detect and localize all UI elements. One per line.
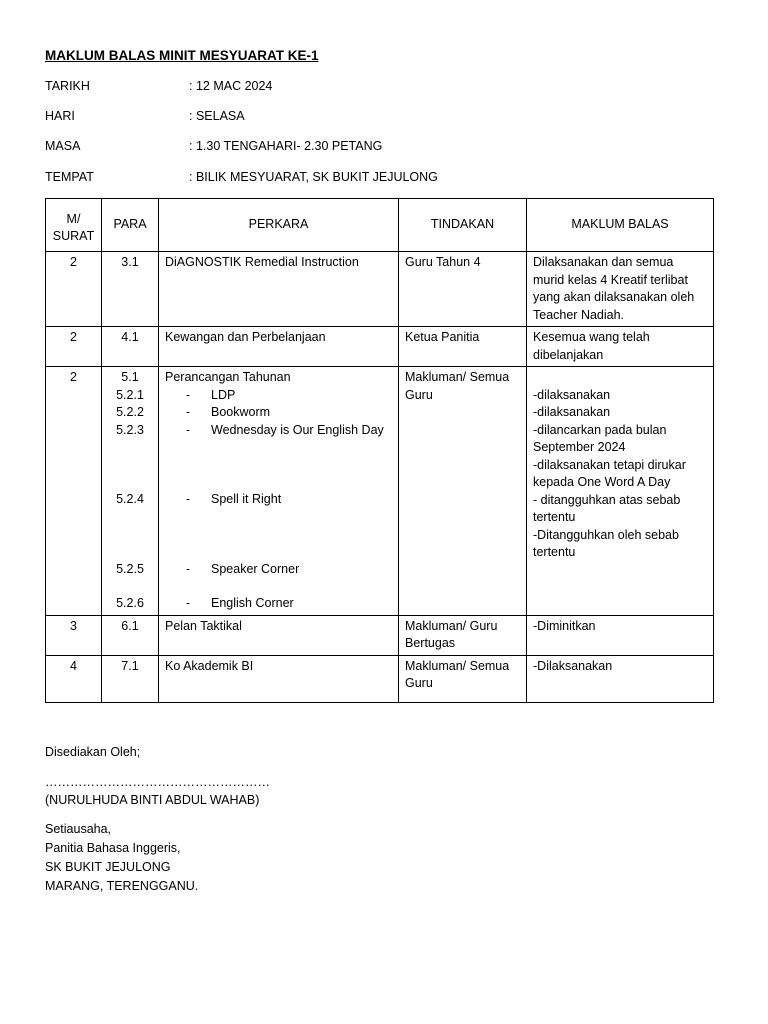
cell-tindakan: Guru Tahun 4 <box>399 252 527 327</box>
dash-bullet: - <box>185 596 191 610</box>
sub-item: - LDP <box>165 387 392 405</box>
cell-surat: 2 <box>46 252 102 327</box>
table-row <box>46 252 714 327</box>
table-row <box>46 367 714 616</box>
header-perkara: PERKARA <box>159 199 399 252</box>
header-tindakan: TINDAKAN <box>399 199 527 252</box>
sub-item: - Spell it Right <box>165 491 392 509</box>
cell-para: 6.1 <box>102 615 159 655</box>
table-header-row <box>46 199 714 252</box>
tempat-value: : BILIK MESYUARAT, SK BUKIT JEJULONG <box>189 170 438 184</box>
sub-para-number: 5.2.4 <box>116 492 144 506</box>
cell-maklum-balas: -Dilaksanakan <box>527 655 714 702</box>
sub-para-number: 5.2.1 <box>116 387 144 402</box>
cell-perkara: Ko Akademik BI <box>159 655 399 702</box>
sub-item: - English Corner <box>165 595 392 613</box>
cell-maklum-balas: Kesemua wang telah dibelanjakan <box>527 327 714 367</box>
tarikh-label: TARIKH <box>45 79 90 93</box>
cell-maklum-balas: -Diminitkan <box>527 615 714 655</box>
feedback-line: -dilaksanakan <box>533 405 611 419</box>
perkara-title: Perancangan Tahunan <box>165 370 291 384</box>
cell-perkara: Pelan Taktikal <box>159 615 399 655</box>
para-number: 5.1 <box>121 370 139 384</box>
cell-tindakan: Makluman/ Semua Guru <box>399 655 527 702</box>
feedback-line: -dilancarkan pada bulan September 2024 <box>533 422 667 454</box>
feedback-line: - ditangguhkan atas sebab tertentu <box>533 492 681 524</box>
cell-surat: 2 <box>46 367 102 616</box>
masa-value: : 1.30 TENGAHARI- 2.30 PETANG <box>189 139 383 153</box>
dash-bullet: - <box>185 492 191 506</box>
cell-para: 3.1 <box>102 252 159 327</box>
table-row <box>46 327 714 367</box>
preparer-name: (NURULHUDA BINTI ABDUL WAHAB) <box>45 793 260 807</box>
sub-para-number: 5.2.3 <box>116 422 144 437</box>
cell-surat: 2 <box>46 327 102 367</box>
tempat-label: TEMPAT <box>45 170 94 184</box>
cell-tindakan: Makluman/ Semua Guru <box>399 367 527 616</box>
preparer-position: Setiausaha, <box>45 822 112 836</box>
sub-para-number: 5.2.5 <box>116 561 144 576</box>
cell-maklum-balas: Dilaksanakan dan semua murid kelas 4 Kreatif terlibat yang akan dilaksanakan oleh Teacher Nadiah. <box>527 252 714 327</box>
header-surat: M/ SURAT <box>46 199 102 252</box>
cell-tindakan: Makluman/ Guru Bertugas <box>399 615 527 655</box>
feedback-line: -dilaksanakan tetapi dirukar kepada One Word A Day <box>533 457 686 489</box>
hari-label: HARI <box>45 109 75 123</box>
school-name: SK BUKIT JEJULONG <box>45 860 171 874</box>
feedback-line: -Ditangguhkan oleh sebab tertentu <box>533 527 679 559</box>
sub-item: - Speaker Corner <box>165 561 392 579</box>
sub-item: - Bookworm <box>165 404 392 422</box>
school-location: MARANG, TERENGGANU. <box>45 879 199 893</box>
feedback-line: -dilaksanakan <box>533 387 611 402</box>
cell-maklum-balas <box>527 367 714 616</box>
masa-label: MASA <box>45 139 81 153</box>
sub-item: - Wednesday is Our English Day <box>165 422 392 440</box>
dash-bullet: - <box>185 561 191 576</box>
cell-perkara: DiAGNOSTIK Remedial Instruction <box>159 252 399 327</box>
tarikh-value: : 12 MAC 2024 <box>189 79 273 93</box>
cell-para: 4.1 <box>102 327 159 367</box>
dash-bullet: - <box>185 405 191 419</box>
dash-bullet: - <box>185 387 191 402</box>
preparer-panel: Panitia Bahasa Inggeris, <box>45 841 181 855</box>
document-title: MAKLUM BALAS MINIT MESYUARAT KE-1 <box>45 48 319 63</box>
table-row <box>46 655 714 702</box>
cell-surat: 4 <box>46 655 102 702</box>
sub-para-number: 5.2.2 <box>116 405 144 419</box>
cell-perkara: Kewangan dan Perbelanjaan <box>159 327 399 367</box>
signature-line: ……………………………………………… <box>45 775 270 789</box>
hari-value: : SELASA <box>189 109 245 123</box>
dash-bullet: - <box>185 422 191 437</box>
minutes-table <box>45 198 714 703</box>
sub-para-number: 5.2.6 <box>116 596 144 610</box>
cell-para: 7.1 <box>102 655 159 702</box>
header-maklum-balas: MAKLUM BALAS <box>527 199 714 252</box>
cell-tindakan: Ketua Panitia <box>399 327 527 367</box>
header-para: PARA <box>102 199 159 252</box>
cell-surat: 3 <box>46 615 102 655</box>
cell-perkara <box>159 367 399 616</box>
cell-para <box>102 367 159 616</box>
table-row <box>46 615 714 655</box>
prepared-by-label: Disediakan Oleh; <box>45 745 141 759</box>
